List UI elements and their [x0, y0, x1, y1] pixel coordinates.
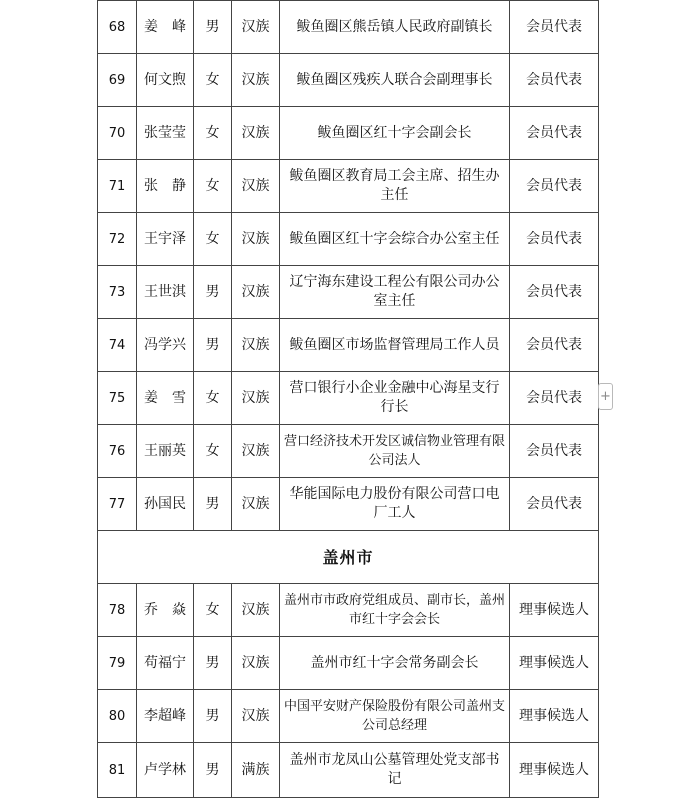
row-number: 69 [98, 54, 137, 107]
member-sex: 女 [194, 160, 232, 213]
row-number: 71 [98, 160, 137, 213]
table-row [98, 319, 599, 372]
member-sex: 男 [194, 478, 232, 531]
member-name: 苟福宁 [137, 637, 194, 690]
table-row [98, 160, 599, 213]
member-role: 会员代表 [510, 54, 599, 107]
table-row [98, 425, 599, 478]
member-name: 王世淇 [137, 266, 194, 319]
member-role: 会员代表 [510, 213, 599, 266]
member-role: 会员代表 [510, 319, 599, 372]
member-sex: 女 [194, 107, 232, 160]
add-row-button[interactable] [598, 383, 613, 410]
member-sex: 女 [194, 54, 232, 107]
member-workplace: 鲅鱼圈区市场监督管理局工作人员 [280, 319, 510, 372]
member-name: 李超峰 [137, 690, 194, 743]
member-role: 会员代表 [510, 266, 599, 319]
member-ethnicity: 满族 [232, 743, 280, 798]
member-workplace: 鲅鱼圈区红十字会综合办公室主任 [280, 213, 510, 266]
table-row [98, 743, 599, 798]
section-title: 盖州市 [98, 531, 599, 584]
member-name: 张莹莹 [137, 107, 194, 160]
member-workplace: 鲅鱼圈区残疾人联合会副理事长 [280, 54, 510, 107]
member-workplace: 营口经济技术开发区诚信物业管理有限公司法人 [280, 425, 510, 478]
member-sex: 女 [194, 584, 232, 637]
member-sex: 女 [194, 372, 232, 425]
table-row [98, 478, 599, 531]
member-name: 王丽英 [137, 425, 194, 478]
table-row [98, 107, 599, 160]
member-role: 会员代表 [510, 425, 599, 478]
table-row [98, 1, 599, 54]
member-workplace: 鲅鱼圈区红十字会副会长 [280, 107, 510, 160]
member-name: 孙国民 [137, 478, 194, 531]
member-role: 会员代表 [510, 1, 599, 54]
member-role: 会员代表 [510, 160, 599, 213]
member-sex: 男 [194, 319, 232, 372]
member-table [97, 0, 599, 798]
member-workplace: 盖州市龙凤山公墓管理处党支部书记 [280, 743, 510, 798]
row-number: 72 [98, 213, 137, 266]
member-role: 会员代表 [510, 107, 599, 160]
member-workplace: 盖州市市政府党组成员、副市长，盖州市红十字会会长 [280, 584, 510, 637]
member-role: 理事候选人 [510, 637, 599, 690]
member-workplace: 中国平安财产保险股份有限公司盖州支公司总经理 [280, 690, 510, 743]
member-role: 理事候选人 [510, 690, 599, 743]
member-workplace: 营口银行小企业金融中心海星支行行长 [280, 372, 510, 425]
member-workplace: 辽宁海东建设工程公有限公司办公室主任 [280, 266, 510, 319]
member-name: 姜 峰 [137, 1, 194, 54]
member-sex: 男 [194, 743, 232, 798]
row-number: 78 [98, 584, 137, 637]
member-name: 冯学兴 [137, 319, 194, 372]
row-number: 77 [98, 478, 137, 531]
member-ethnicity: 汉族 [232, 584, 280, 637]
row-number: 70 [98, 107, 137, 160]
member-ethnicity: 汉族 [232, 425, 280, 478]
member-sex: 男 [194, 1, 232, 54]
row-number: 76 [98, 425, 137, 478]
table-row [98, 213, 599, 266]
member-name: 张 静 [137, 160, 194, 213]
row-number: 75 [98, 372, 137, 425]
document-page [97, 0, 598, 798]
member-ethnicity: 汉族 [232, 1, 280, 54]
row-number: 80 [98, 690, 137, 743]
table-row [98, 54, 599, 107]
member-workplace: 鲅鱼圈区熊岳镇人民政府副镇长 [280, 1, 510, 54]
member-ethnicity: 汉族 [232, 107, 280, 160]
member-workplace: 华能国际电力股份有限公司营口电厂工人 [280, 478, 510, 531]
member-role: 理事候选人 [510, 743, 599, 798]
member-ethnicity: 汉族 [232, 478, 280, 531]
member-sex: 男 [194, 690, 232, 743]
row-number: 68 [98, 1, 137, 54]
member-name: 卢学林 [137, 743, 194, 798]
table-row [98, 584, 599, 637]
member-role: 理事候选人 [510, 584, 599, 637]
member-ethnicity: 汉族 [232, 319, 280, 372]
row-number: 74 [98, 319, 137, 372]
row-number: 81 [98, 743, 137, 798]
member-name: 何文煦 [137, 54, 194, 107]
member-role: 会员代表 [510, 478, 599, 531]
member-ethnicity: 汉族 [232, 690, 280, 743]
row-number: 79 [98, 637, 137, 690]
member-workplace: 盖州市红十字会常务副会长 [280, 637, 510, 690]
member-ethnicity: 汉族 [232, 372, 280, 425]
member-sex: 男 [194, 637, 232, 690]
member-sex: 女 [194, 213, 232, 266]
member-name: 姜 雪 [137, 372, 194, 425]
member-ethnicity: 汉族 [232, 637, 280, 690]
member-ethnicity: 汉族 [232, 160, 280, 213]
table-row [98, 690, 599, 743]
member-sex: 男 [194, 266, 232, 319]
member-role: 会员代表 [510, 372, 599, 425]
member-ethnicity: 汉族 [232, 213, 280, 266]
table-row [98, 266, 599, 319]
member-name: 乔 焱 [137, 584, 194, 637]
member-ethnicity: 汉族 [232, 54, 280, 107]
plus-icon: + [600, 389, 611, 404]
member-workplace: 鲅鱼圈区教育局工会主席、招生办主任 [280, 160, 510, 213]
section-header-row [98, 531, 599, 584]
member-ethnicity: 汉族 [232, 266, 280, 319]
member-name: 王宇泽 [137, 213, 194, 266]
row-number: 73 [98, 266, 137, 319]
table-row [98, 637, 599, 690]
member-sex: 女 [194, 425, 232, 478]
table-row [98, 372, 599, 425]
